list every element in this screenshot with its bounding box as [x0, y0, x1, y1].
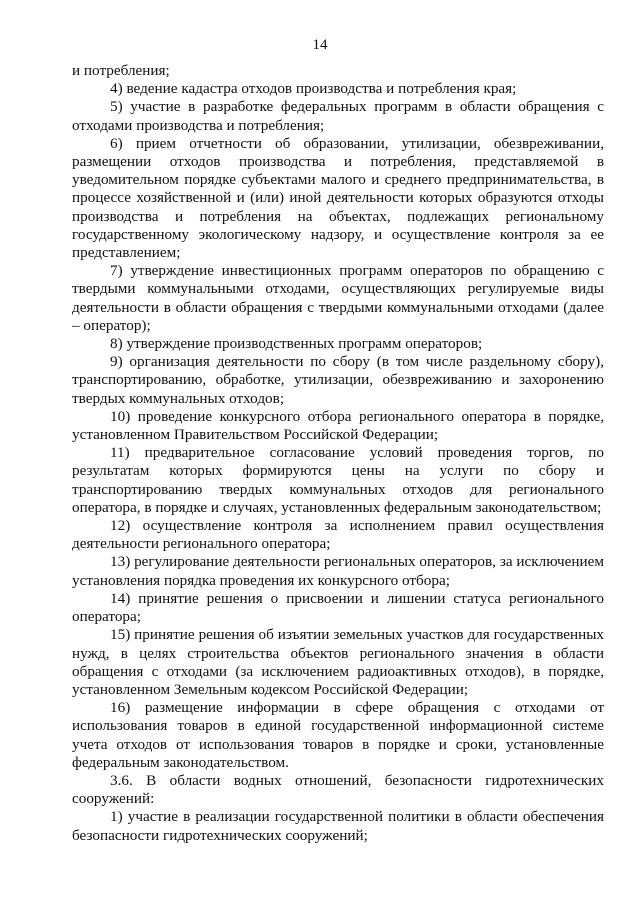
document-body: [72, 62, 604, 845]
paragraph-item-16: 16) размещение информации в сфере обращения с отходами от использования товаров в единой государственной информационной системе учета отходов от использования товаров в порядке и сроки, установленные федеральным законодательством.: [72, 699, 604, 771]
paragraph-item-5: 5) участие в разработке федеральных программ в области обращения с отходами производства и потребления;: [72, 98, 604, 134]
paragraph-item-11: 11) предварительное согласование условий проведения торгов, по результатам которых формируются цены на услуги по сбору и транспортированию твердых коммунальных отходов для регионального оператора, в порядке и случаях, установленных федеральным законодательством;: [72, 444, 604, 516]
page-number: 14: [312, 37, 328, 53]
paragraph-item-15: 15) принятие решения об изъятии земельных участков для государственных нужд, в целях строительства объектов регионального значения в области обращения с отходами (за исключением радиоактивных отходов), в порядке, установленном Земельным кодексом Российской Федерации;: [72, 626, 604, 698]
paragraph-item-12: 12) осуществление контроля за исполнением правил осуществления деятельности регионального оператора;: [72, 517, 604, 553]
paragraph-item-8: 8) утверждение производственных программ операторов;: [110, 335, 483, 353]
paragraph-item-4: 4) ведение кадастра отходов производства и потребления края;: [110, 80, 517, 98]
paragraph-item-6: 6) прием отчетности об образовании, утилизации, обезвреживании, размещении отходов производства и потребления, представляемой в уведомительном порядке субъектами малого и среднего предпринимательства, в процессе хозяйственной и (или) иной деятельности которых образуются отходы производства и потребления на объектах, подлежащих региональному государственному экологическому надзору, и осуществление контроля за ее представлением;: [72, 134, 604, 262]
paragraph-item-14: 14) принятие решения о присвоении и лишении статуса регионального оператора;: [72, 589, 604, 626]
paragraph-continuation: и потребления;: [72, 62, 170, 79]
paragraph-item-9: 9) организация деятельности по сбору (в том числе раздельному сбору), транспортированию, обработке, утилизации, обезвреживанию и захоронению твердых коммунальных отходов;: [72, 353, 604, 407]
paragraph-3-6-item-1: 1) участие в реализации государственной политики в области обеспечения безопасности гидротехнических сооружений;: [72, 808, 604, 844]
section-heading-3-6: 3.6. В области водных отношений, безопасности гидротехнических сооружений:: [72, 771, 604, 808]
paragraph-item-13: 13) регулирование деятельности региональных операторов, за исключением установления порядка проведения их конкурсного отбора;: [72, 553, 604, 589]
paragraph-item-7: 7) утверждение инвестиционных программ операторов по обращению с твердыми коммунальными отходами, осуществляющих регулируемые виды деятельности в области обращения с твердыми коммунальными отходами (далее – оператор);: [72, 262, 604, 334]
paragraph-item-10: 10) проведение конкурсного отбора регионального оператора в порядке, установленном Правительством Российской Федерации;: [72, 407, 604, 444]
